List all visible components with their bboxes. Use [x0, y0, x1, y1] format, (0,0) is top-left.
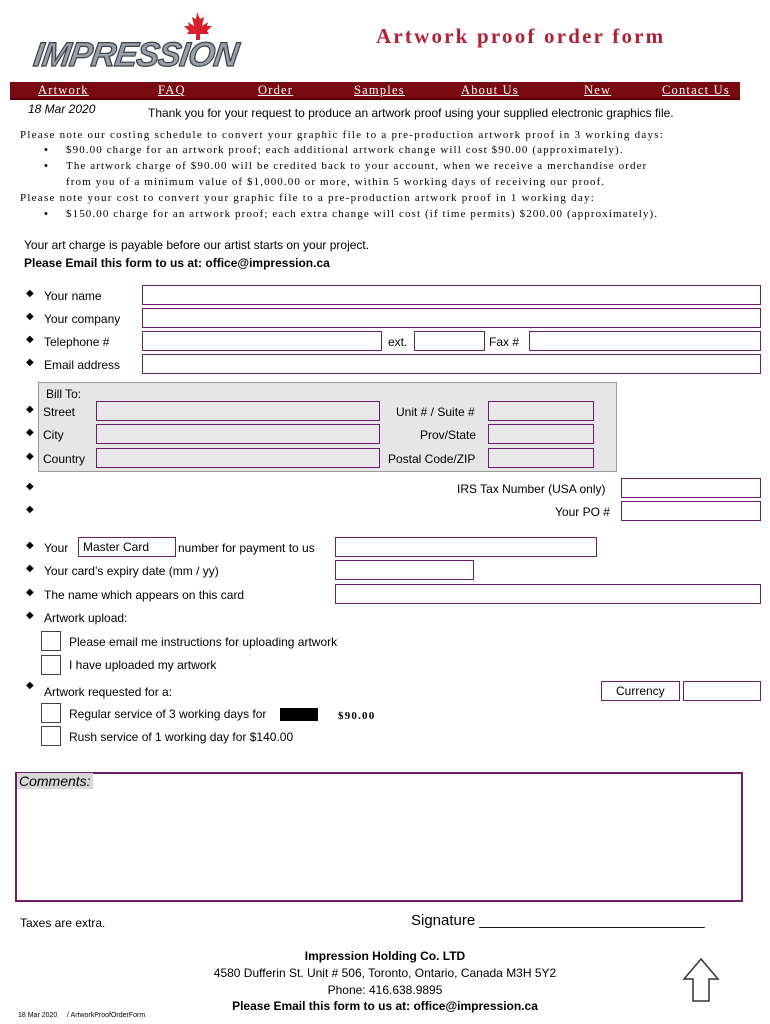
- logo: [32, 8, 244, 74]
- diamond-icon: ◆: [26, 311, 34, 322]
- regular-service-label: Regular service of 3 working days for: [69, 707, 267, 721]
- diamond-icon: ◆: [26, 288, 34, 299]
- po-label: Your PO #: [555, 505, 610, 519]
- expiry-input[interactable]: [335, 560, 474, 580]
- note-bullet-2b: from you of a minimum value of $1,000.00 or more, within 5 working days of receiving our proof.: [66, 176, 606, 188]
- unit-label: Unit # / Suite #: [396, 405, 475, 419]
- bullet-icon: •: [44, 144, 48, 156]
- footer-company: Impression Holding Co. LTD: [304, 949, 466, 963]
- email-label: Email address: [44, 358, 121, 372]
- ext-label: ext.: [388, 335, 408, 349]
- po-input[interactable]: [621, 501, 761, 521]
- thanks-text: Thank you for your request to produce an artwork proof using your supplied electronic graphics file.: [148, 106, 674, 120]
- upload-email-label: Please email me instructions for uploading artwork: [69, 635, 338, 649]
- company-label: Your company: [44, 312, 121, 326]
- footer-meta: 18 Mar 2020 / ArtworkProofOrderForm: [18, 1012, 146, 1019]
- nav-artwork[interactable]: Artwork: [38, 83, 89, 97]
- country-input[interactable]: [96, 448, 380, 468]
- note-1-day: Please note your cost to convert your graphic file to a pre-production artwork proof in 1 working day:: [20, 192, 596, 204]
- nav-faq[interactable]: FAQ: [158, 83, 186, 97]
- payable-text: Your art charge is payable before our artist starts on your project.: [24, 238, 370, 252]
- email-input[interactable]: [142, 354, 761, 374]
- company-input[interactable]: [142, 308, 761, 328]
- diamond-icon: ◆: [26, 680, 34, 691]
- upload-label: Artwork upload:: [44, 611, 128, 625]
- bill-to-title: Bill To:: [46, 387, 82, 401]
- bullet-icon: •: [44, 160, 48, 172]
- taxes-note: Taxes are extra.: [20, 916, 106, 930]
- prov-input[interactable]: [488, 424, 594, 444]
- currency-input[interactable]: [683, 681, 761, 701]
- requested-label: Artwork requested for a:: [44, 685, 173, 699]
- redaction-bar: [280, 708, 318, 721]
- footer-phone: Phone: 416.638.9895: [327, 983, 443, 997]
- nav-bar: [10, 82, 740, 100]
- diamond-icon: ◆: [26, 334, 34, 345]
- card-number-input[interactable]: [335, 537, 597, 557]
- note-bullet-2a: The artwork charge of $90.00 will be credited back to your account, when we receive a merchandise order: [66, 160, 648, 172]
- uploaded-label: I have uploaded my artwork: [69, 658, 217, 672]
- name-input[interactable]: [142, 285, 761, 305]
- nav-order[interactable]: Order: [258, 83, 294, 97]
- diamond-icon: ◆: [26, 563, 34, 574]
- street-label: Street: [43, 405, 76, 419]
- telephone-input[interactable]: [142, 331, 382, 351]
- nav-samples[interactable]: Samples: [354, 83, 405, 97]
- email-instruction: Please Email this form to us at: office@impression.ca: [24, 256, 330, 270]
- footer-email: Please Email this form to us at: office@impression.ca: [232, 999, 538, 1013]
- postal-label: Postal Code/ZIP: [388, 452, 476, 466]
- name-label: Your name: [44, 289, 102, 303]
- city-label: City: [43, 428, 64, 442]
- note-bullet-3: $150.00 charge for an artwork proof; each extra change will cost (if time permits) $200.00 (approximately).: [66, 208, 659, 220]
- city-input[interactable]: [96, 424, 380, 444]
- diamond-icon: ◆: [26, 587, 34, 598]
- diamond-icon: ◆: [26, 540, 34, 551]
- diamond-icon: ◆: [26, 610, 34, 621]
- irs-label: IRS Tax Number (USA only): [457, 482, 606, 496]
- nav-contact-us[interactable]: Contact Us: [662, 83, 730, 97]
- note-bullet-1: $90.00 charge for an artwork proof; each additional artwork change will cost $90.00 (approximately).: [66, 144, 624, 156]
- expiry-label: Your card’s expiry date (mm / yy): [44, 564, 219, 578]
- comments-textarea[interactable]: [15, 772, 743, 902]
- upload-email-checkbox[interactable]: [41, 631, 61, 651]
- diamond-icon: ◆: [26, 451, 34, 462]
- street-input[interactable]: [96, 401, 380, 421]
- ext-input[interactable]: [414, 331, 485, 351]
- card-name-input[interactable]: [335, 584, 761, 604]
- diamond-icon: ◆: [26, 481, 34, 492]
- regular-service-checkbox[interactable]: [41, 703, 61, 723]
- rush-service-label: Rush service of 1 working day for $140.00: [69, 730, 294, 744]
- card-type-select[interactable]: Master Card: [78, 537, 176, 557]
- fax-input[interactable]: [529, 331, 761, 351]
- scroll-up-arrow-icon[interactable]: [682, 957, 720, 1005]
- bullet-icon: •: [44, 208, 48, 220]
- currency-select[interactable]: Currency: [601, 681, 680, 701]
- note-3-days: Please note our costing schedule to convert your graphic file to a pre-production artwork proof in 3 working days:: [20, 129, 665, 141]
- your-label: Your: [44, 541, 69, 555]
- country-label: Country: [43, 452, 86, 466]
- postal-input[interactable]: [488, 448, 594, 468]
- fax-label: Fax #: [489, 335, 520, 349]
- telephone-label: Telephone #: [44, 335, 110, 349]
- diamond-icon: ◆: [26, 357, 34, 368]
- card-name-label: The name which appears on this card: [44, 588, 245, 602]
- unit-input[interactable]: [488, 401, 594, 421]
- logo-text: IMPRESSION: [31, 36, 241, 74]
- prov-label: Prov/State: [420, 428, 477, 442]
- header-date: 18 Mar 2020: [28, 102, 96, 116]
- regular-service-price: $90.00: [338, 710, 376, 722]
- comments-label: Comments:: [19, 773, 91, 789]
- diamond-icon: ◆: [26, 404, 34, 415]
- page-title: Artwork proof order form: [376, 24, 666, 48]
- card-number-label: number for payment to us: [178, 541, 315, 555]
- signature-line: Signature ___________________________: [411, 912, 705, 929]
- diamond-icon: ◆: [26, 427, 34, 438]
- uploaded-checkbox[interactable]: [41, 655, 61, 675]
- rush-service-checkbox[interactable]: [41, 726, 61, 746]
- footer-address: 4580 Dufferin St. Unit # 506, Toronto, Ontario, Canada M3H 5Y2: [213, 966, 557, 980]
- nav-new[interactable]: New: [584, 83, 612, 97]
- diamond-icon: ◆: [26, 504, 34, 515]
- irs-input[interactable]: [621, 478, 761, 498]
- nav-about-us[interactable]: About Us: [461, 83, 519, 97]
